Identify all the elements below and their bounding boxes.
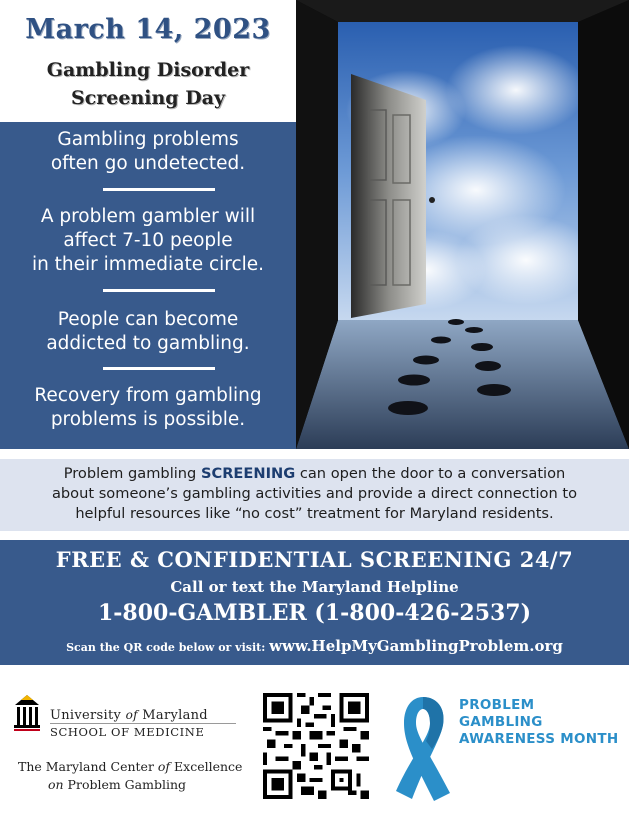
fact-2: [0, 205, 296, 277]
fact-2-line-3: in their immediate circle.: [31, 254, 265, 275]
helpline-url-link[interactable]: www.HelpMyGamblingProblem.org: [269, 637, 563, 655]
qr-code[interactable]: [263, 693, 369, 799]
helpline-visit: [0, 637, 629, 655]
university-building-icon: [12, 691, 42, 731]
fact-4-line-1: Recovery from gambling: [34, 385, 262, 406]
center-name-line-1: [18, 759, 242, 774]
umd-name: [50, 708, 208, 723]
center-line-1-of: of: [157, 759, 171, 774]
helpline-call: Call or text the Maryland Helpline: [170, 578, 459, 596]
fact-2-line-2: affect 7-10 people: [63, 230, 233, 251]
fact-2-line-1: A problem gambler will: [40, 206, 256, 227]
facts-panel: [0, 122, 296, 449]
center-name-line-2: [48, 777, 186, 792]
awareness-month-line-1: PROBLEM GAMBLING: [459, 697, 543, 730]
awareness-month-line-2: AWARENESS MONTH: [459, 731, 619, 747]
helpline-phone[interactable]: 1-800-GAMBLER (1-800-426-2537): [97, 600, 532, 626]
description-line-3: helpful resources like “no cost” treatment for Maryland residents.: [75, 505, 554, 522]
center-line-1-end: Excellence: [170, 759, 243, 774]
visit-prefix: Scan the QR code below or visit:: [66, 641, 270, 654]
umd-divider: [50, 723, 236, 724]
center-line-2-on: on: [48, 777, 64, 792]
umd-name-of: of: [125, 708, 138, 722]
fact-1-line-2: often go undetected.: [50, 153, 246, 174]
event-date: March 14, 2023: [25, 14, 271, 45]
fact-3: [0, 308, 296, 356]
awareness-ribbon-icon: [388, 691, 458, 803]
event-title: [0, 56, 296, 112]
awareness-month-label: [459, 697, 619, 748]
open-door-illustration: [296, 0, 629, 449]
helpline-band: [0, 540, 629, 665]
fact-4: [0, 384, 296, 432]
fact-1: [0, 128, 296, 176]
center-line-1-start: The Maryland Center: [18, 759, 158, 774]
umd-name-start: University: [50, 708, 126, 723]
event-title-line-1: Gambling Disorder: [46, 59, 250, 81]
fact-3-line-1: People can become: [57, 309, 239, 330]
description-highlight: SCREENING: [200, 465, 296, 482]
umd-name-end: Maryland: [137, 708, 208, 723]
door-sky-icon: [296, 0, 629, 449]
title-block: [0, 0, 296, 122]
fact-1-line-1: Gambling problems: [57, 129, 239, 150]
fact-divider: [103, 367, 215, 370]
description-line-2: about someone’s gambling activities and provide a direct connection to: [51, 485, 578, 502]
fact-divider: [103, 188, 215, 191]
description-line-1-start: Problem gambling: [63, 465, 201, 482]
description-line-1-end: can open the door to a conversation: [295, 465, 566, 482]
helpline-title: FREE & CONFIDENTIAL SCREENING 24/7: [55, 547, 574, 572]
screening-description: [0, 459, 629, 531]
umd-school: SCHOOL OF MEDICINE: [50, 725, 205, 739]
fact-divider: [103, 289, 215, 292]
fact-4-line-2: problems is possible.: [50, 409, 246, 430]
description-line-1: [0, 464, 629, 484]
fact-3-line-2: addicted to gambling.: [46, 333, 250, 354]
center-line-2-end: Problem Gambling: [63, 777, 187, 792]
footer: [0, 665, 629, 814]
event-title-line-2: Screening Day: [70, 87, 226, 109]
